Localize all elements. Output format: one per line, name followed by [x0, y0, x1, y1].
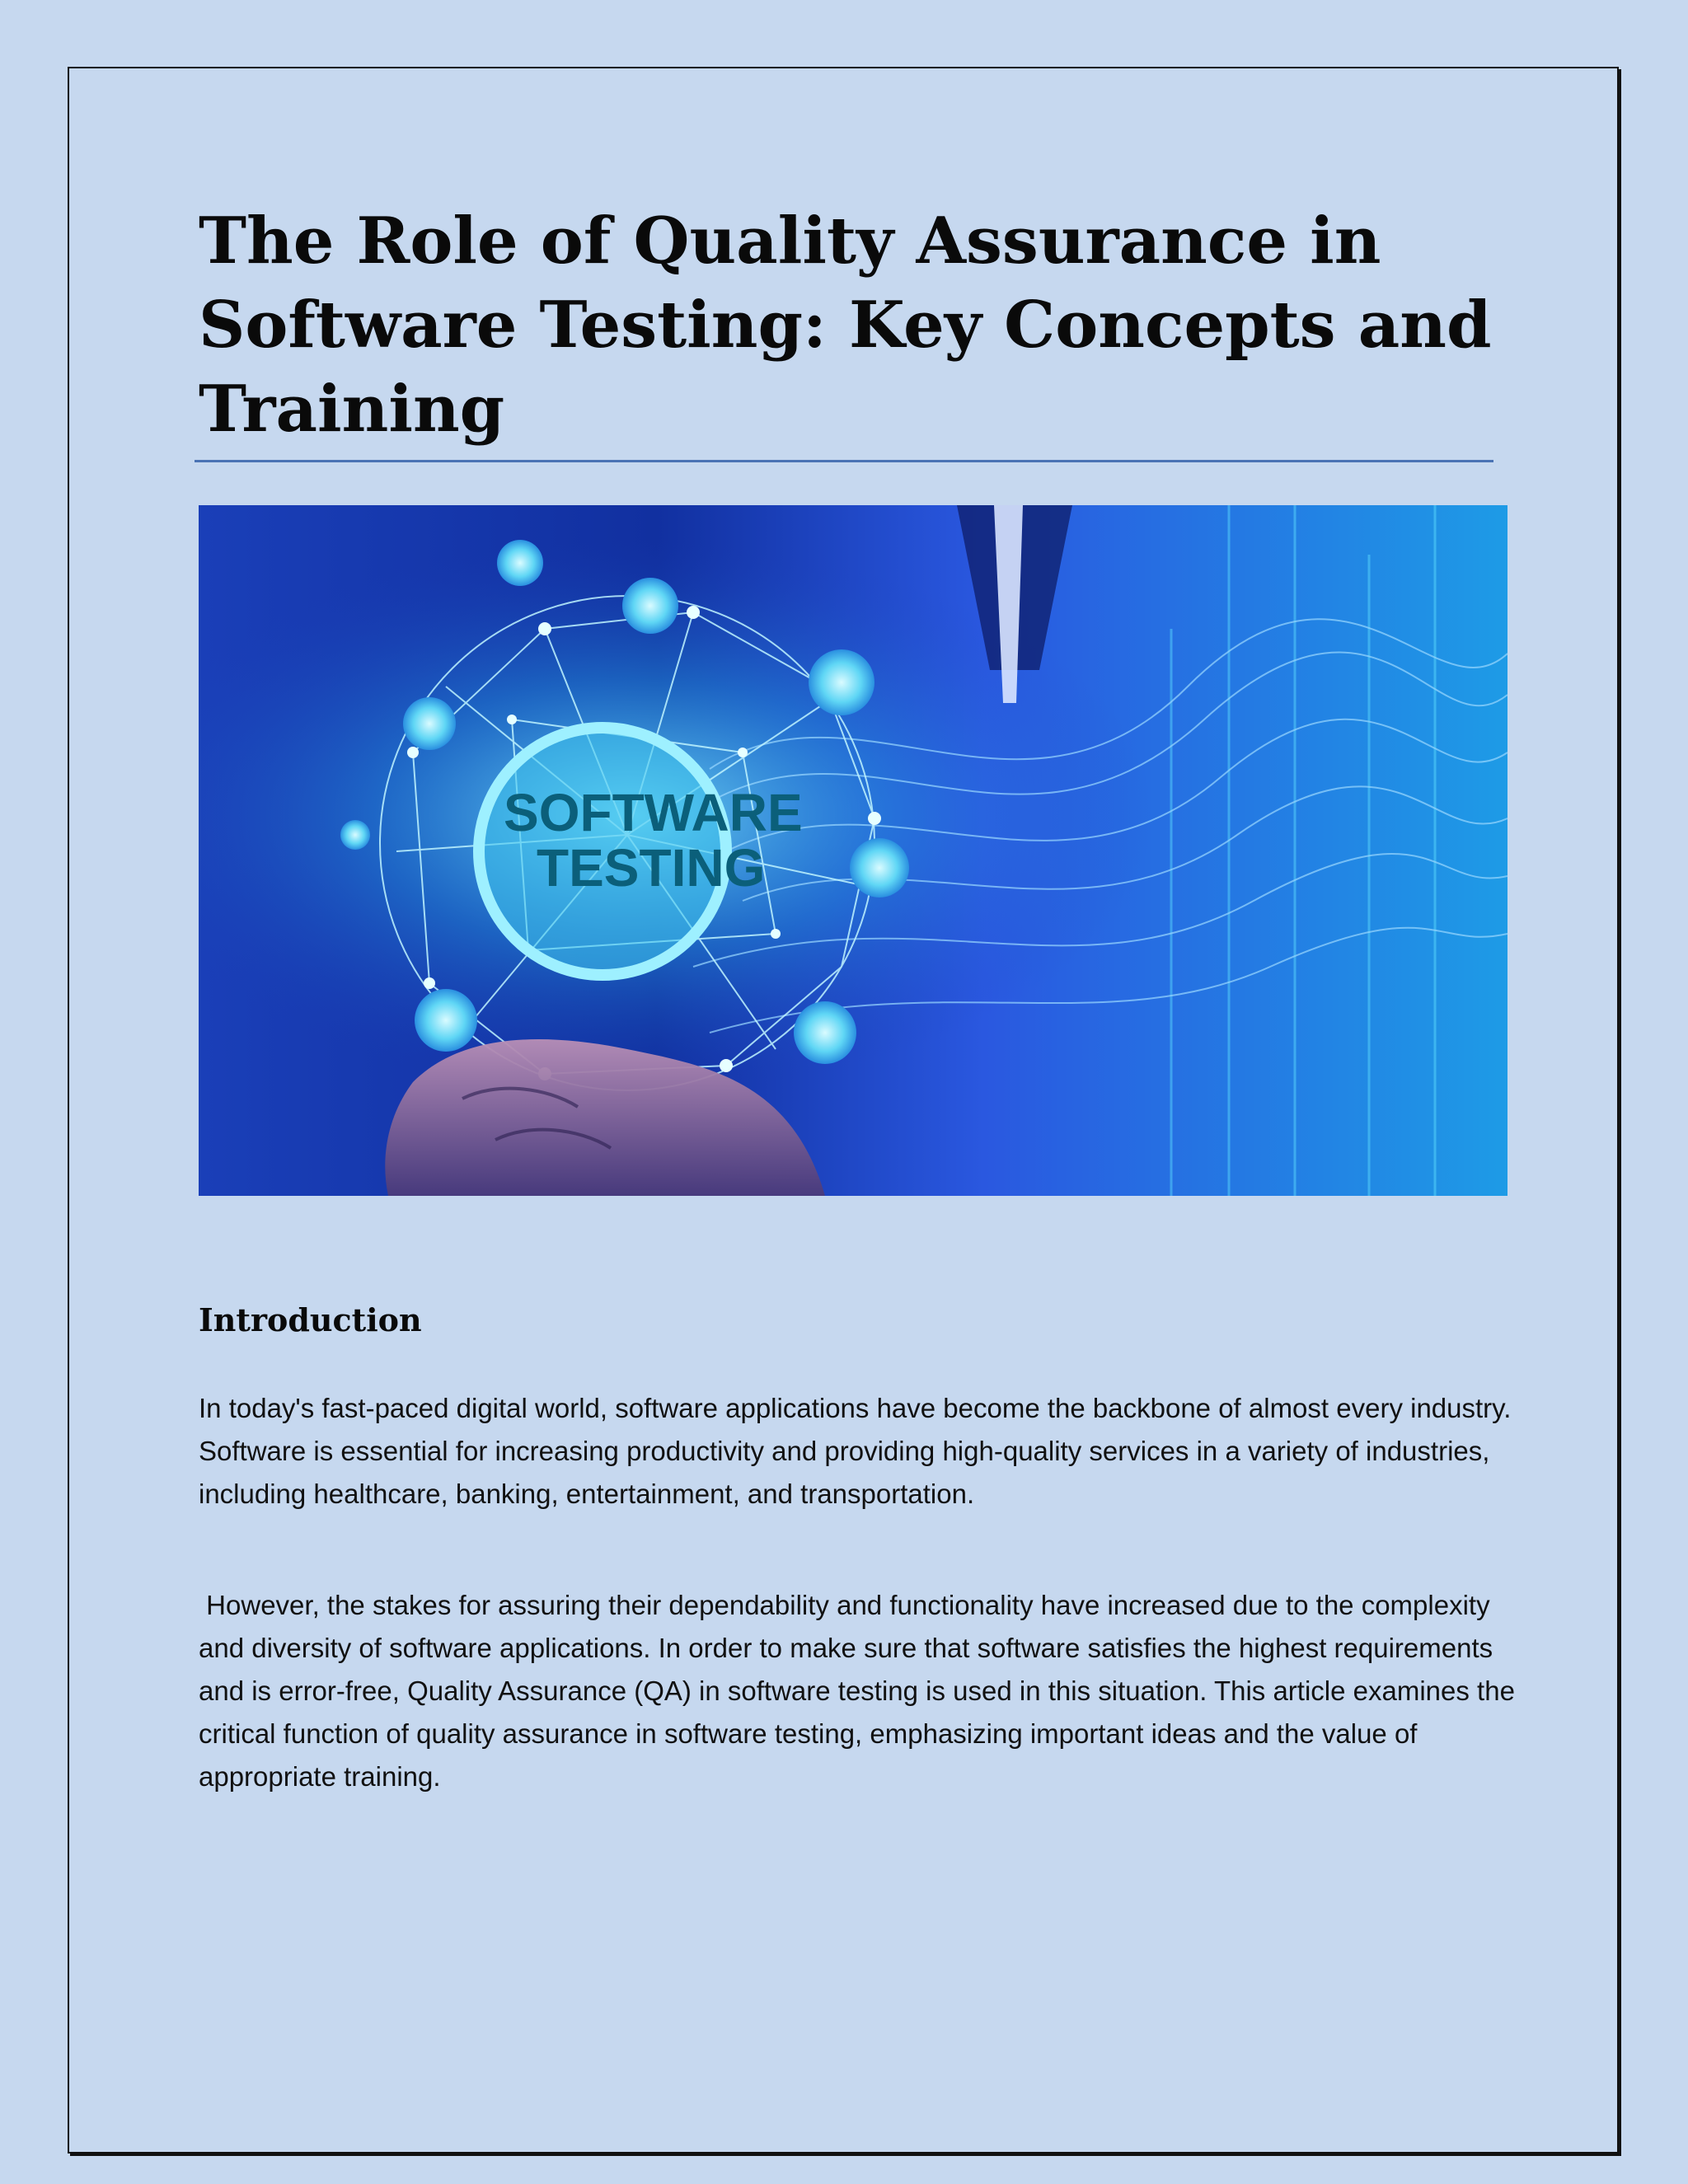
document-title: The Role of Quality Assurance in Software Testing: Key Concepts and Training: [199, 204, 1492, 447]
software-testing-illustration: [199, 505, 1507, 1196]
intro-paragraph-2: However, the stakes for assuring their dependability and functionality have increased due to the complexity and diversity of software applications. In order to make sure that software satisfies the highest requirements and is error-free, Quality Assurance (QA) in software testing is used in this situation. This article examines the critical function of quality assurance in software testing, emphasizing important ideas and the value of appropriate training.: [199, 1590, 1523, 1792]
introduction-heading: Introduction: [199, 1301, 422, 1338]
hero-text-software: SOFTWARE: [504, 783, 803, 842]
hero-text-testing: TESTING: [537, 838, 766, 898]
intro-paragraph-1: In today's fast-paced digital world, software applications have become the backbone of almost every industry. Software is essential for increasing productivity and providing high-quality services in a variety of industries, including healthcare, banking, entertainment, and transportation.: [199, 1393, 1519, 1509]
title-underline-rule: [195, 460, 1493, 462]
